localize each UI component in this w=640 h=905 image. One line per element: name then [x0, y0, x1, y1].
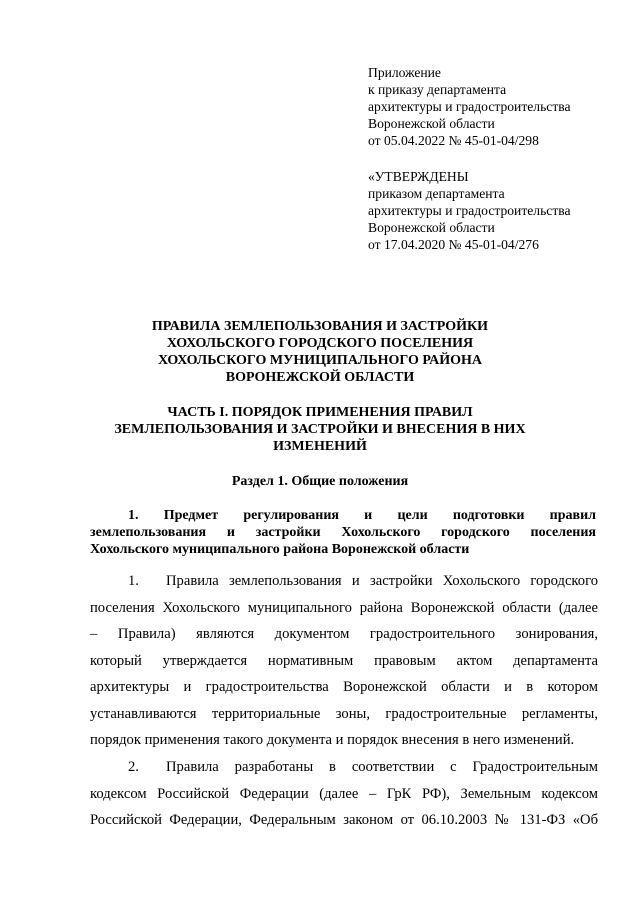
paragraph-line: – Правила) являются документом градостроительного зонирования,	[90, 626, 598, 642]
article-line: землепользования и застройки Хохольского городского поселения	[90, 525, 596, 540]
approved-line: «УТВЕРЖДЕНЫ	[368, 169, 469, 184]
paragraph-line: который утверждается нормативным правовым актом департамента	[90, 652, 598, 669]
paragraph-first-line	[90, 568, 598, 595]
article-line: 1. Предмет регулирования и цели подготовки правил	[128, 508, 596, 523]
paragraph-line: порядок применения такого документа и порядок внесения в него изменений.	[90, 732, 575, 748]
title-line: ХОХОЛЬСКОГО ГОРОДСКОГО ПОСЕЛЕНИЯ	[166, 336, 474, 351]
appendix-line: от 05.04.2022 № 45-01-04/298	[368, 133, 539, 148]
paragraph-number: 1.	[128, 573, 139, 589]
paragraph-line: устанавливаются территориальные зоны, градостроительные регламенты,	[90, 705, 598, 722]
paragraph-line: кодексом Российской Федерации (далее – ГрК РФ), Земельным кодексом	[90, 785, 598, 802]
section-title: Раздел 1. Общие положения	[231, 474, 409, 489]
paragraph-number: 2.	[128, 759, 139, 775]
title-line: ПРАВИЛА ЗЕМЛЕПОЛЬЗОВАНИЯ И ЗАСТРОЙКИ	[151, 319, 489, 334]
paragraph-text: Правила разработаны в соответствии с Градостроительным	[166, 759, 598, 775]
part-heading	[0, 404, 640, 455]
appendix-line: Приложение	[368, 65, 441, 80]
approved-line: приказом департамента	[368, 186, 505, 201]
paragraph-first-line	[90, 754, 598, 781]
appendix-line: Воронежской области	[368, 116, 495, 131]
appendix-spacer	[368, 149, 636, 168]
approved-line: от 17.04.2020 № 45-01-04/276	[368, 237, 539, 252]
document-title	[0, 318, 640, 386]
title-line: ХОХОЛЬСКОГО МУНИЦИПАЛЬНОГО РАЙОНА	[158, 353, 482, 368]
appendix-line: к приказу департамента	[368, 82, 507, 97]
paragraph-line: архитектуры и градостроительства Воронежской области и в котором	[90, 679, 598, 695]
part-line: ЧАСТЬ I. ПОРЯДОК ПРИМЕНЕНИЯ ПРАВИЛ	[167, 405, 473, 420]
part-line: ИЗМЕНЕНИЙ	[273, 439, 367, 454]
paragraph-2	[90, 754, 598, 834]
article-heading	[90, 507, 596, 558]
appendix-line: архитектуры и градостроительства	[368, 99, 571, 114]
paragraph-text: Правила землепользования и застройки Хохольского городского	[166, 573, 598, 589]
part-line: ЗЕМЛЕПОЛЬЗОВАНИЯ И ЗАСТРОЙКИ И ВНЕСЕНИЯ В НИХ	[114, 422, 526, 437]
approved-line: Воронежской области	[368, 220, 495, 235]
paragraph-1	[90, 568, 598, 754]
approved-line: архитектуры и градостроительства	[368, 203, 571, 218]
paragraph-line: поселения Хохольского муниципального района Воронежской области (далее	[90, 599, 598, 616]
section-heading	[0, 473, 640, 490]
appendix-block	[368, 64, 636, 253]
title-line: ВОРОНЕЖСКОЙ ОБЛАСТИ	[225, 370, 415, 385]
paragraph-line: Российской Федерации, Федеральным законом от 06.10.2003 № 131-ФЗ «Об	[90, 812, 598, 828]
article-line: Хохольского муниципального района Воронежской области	[90, 542, 470, 557]
